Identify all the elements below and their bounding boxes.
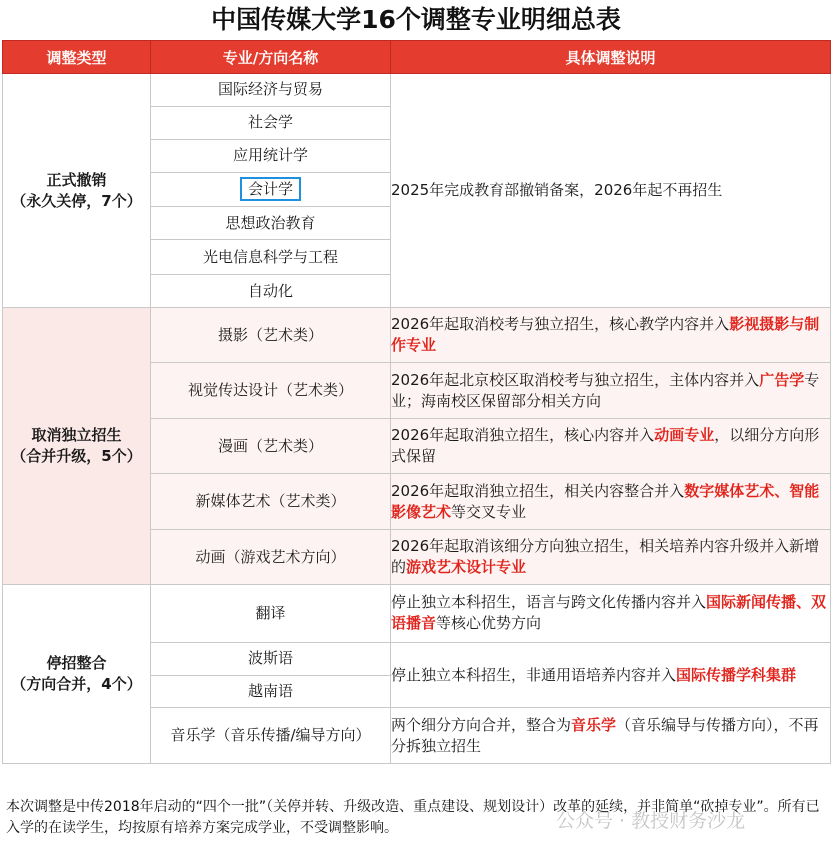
major-name: 波斯语 (151, 642, 391, 675)
table-row (3, 308, 831, 363)
adjustment-note (391, 529, 831, 584)
category-cell (3, 308, 151, 585)
note-text: 停止独立本科招生，非通用语培养内容并入 (391, 665, 677, 684)
adjustment-note (391, 418, 831, 473)
header-major: 专业/方向名称 (151, 41, 391, 74)
major-name: 摄影（艺术类） (151, 308, 391, 363)
note-text: 2026年起取消校考与独立招生，核心教学内容并入 (391, 315, 730, 334)
major-name: 动画（游戏艺术方向） (151, 529, 391, 584)
category-name: 取消独立招生 (31, 426, 122, 445)
category-cell (3, 74, 151, 308)
major-name-highlighted (151, 172, 391, 207)
note-text: 2026年起取消独立招生，相关内容整合并入 (391, 481, 685, 500)
note-text: 2026年起取消独立招生，核心内容并入 (391, 426, 655, 445)
page-title: 中国传媒大学16个调整专业明细总表 (211, 5, 621, 34)
major-name: 翻译 (151, 585, 391, 643)
adjustment-table (2, 40, 831, 764)
note-highlight: 动画专业 (654, 426, 715, 445)
footer-note: 本次调整是中传2018年启动的“四个一批”（关停并转、升级改造、重点建设、规划设计）改革的延续，并非简单“砍掉专业”。所有已入学的在读学生，均按原有培养方案完成学业，不受调整影响。 (6, 799, 820, 836)
note-text: 等核心优势方向 (436, 614, 542, 633)
adjustment-note (391, 708, 831, 764)
table-row (3, 585, 831, 643)
category-name: 正式撤销 (46, 170, 107, 189)
note-text: 等交叉专业 (451, 502, 527, 521)
major-name: 光电信息科学与工程 (151, 240, 391, 275)
note-highlight: 游戏艺术设计专业 (406, 558, 527, 576)
major-name: 社会学 (151, 106, 391, 139)
category-detail: （永久关停，7个） (11, 191, 142, 210)
major-name: 漫画（艺术类） (151, 418, 391, 473)
major-name: 思想政治教育 (151, 207, 391, 240)
note-highlight: 音乐学 (571, 715, 617, 734)
major-name: 视觉传达设计（艺术类） (151, 363, 391, 418)
table-header-row (3, 41, 831, 74)
adjustment-note (391, 474, 831, 529)
adjustment-note: 2025年完成教育部撤销备案，2026年起不再招生 (391, 74, 831, 308)
watermark: 公众号 · 教授财务沙龙 (556, 810, 746, 832)
table-row (3, 74, 831, 107)
note-highlight: 国际传播学科集群 (676, 665, 797, 684)
major-name: 越南语 (151, 675, 391, 708)
note-text: 两个细分方向合并，整合为 (391, 715, 572, 734)
adjustment-note (391, 642, 831, 708)
header-note: 具体调整说明 (391, 41, 831, 74)
note-text: 2026年起北京校区取消校考与独立招生，主体内容并入 (391, 370, 760, 389)
adjustment-note (391, 585, 831, 643)
note-text: 2026年起取消该细分方向独立招生，相关培养内容升级并入新增的 (391, 537, 820, 576)
adjustment-note (391, 363, 831, 418)
major-name: 应用统计学 (151, 139, 391, 172)
note-text: 停止独立本科招生，语言与跨文化传播内容并入 (391, 593, 707, 612)
category-cell (3, 585, 151, 764)
category-name: 停招整合 (46, 654, 107, 673)
note-highlight: 影视摄影与制作专业 (391, 315, 820, 355)
adjustment-note (391, 308, 831, 363)
note-text: ，以细分方向形式保留 (391, 426, 820, 466)
selection-box: 会计学 (240, 177, 301, 201)
major-name: 新媒体艺术（艺术类） (151, 474, 391, 529)
major-name: 国际经济与贸易 (151, 74, 391, 107)
major-name: 音乐学（音乐传播/编导方向） (151, 708, 391, 764)
note-text: （音乐编导与传播方向），不再分拆独立招生 (391, 715, 819, 755)
note-highlight: 国际新闻传播、双语播音 (391, 593, 827, 633)
major-name: 自动化 (151, 275, 391, 308)
category-detail: （合并升级，5个） (11, 447, 142, 466)
note-text: 专业；海南校区保留部分相关方向 (391, 370, 820, 410)
category-detail: （方向合并，4个） (11, 675, 142, 694)
note-highlight: 广告学 (759, 370, 805, 389)
header-type: 调整类型 (3, 41, 151, 74)
note-highlight: 数字媒体艺术、智能影像艺术 (391, 481, 820, 521)
